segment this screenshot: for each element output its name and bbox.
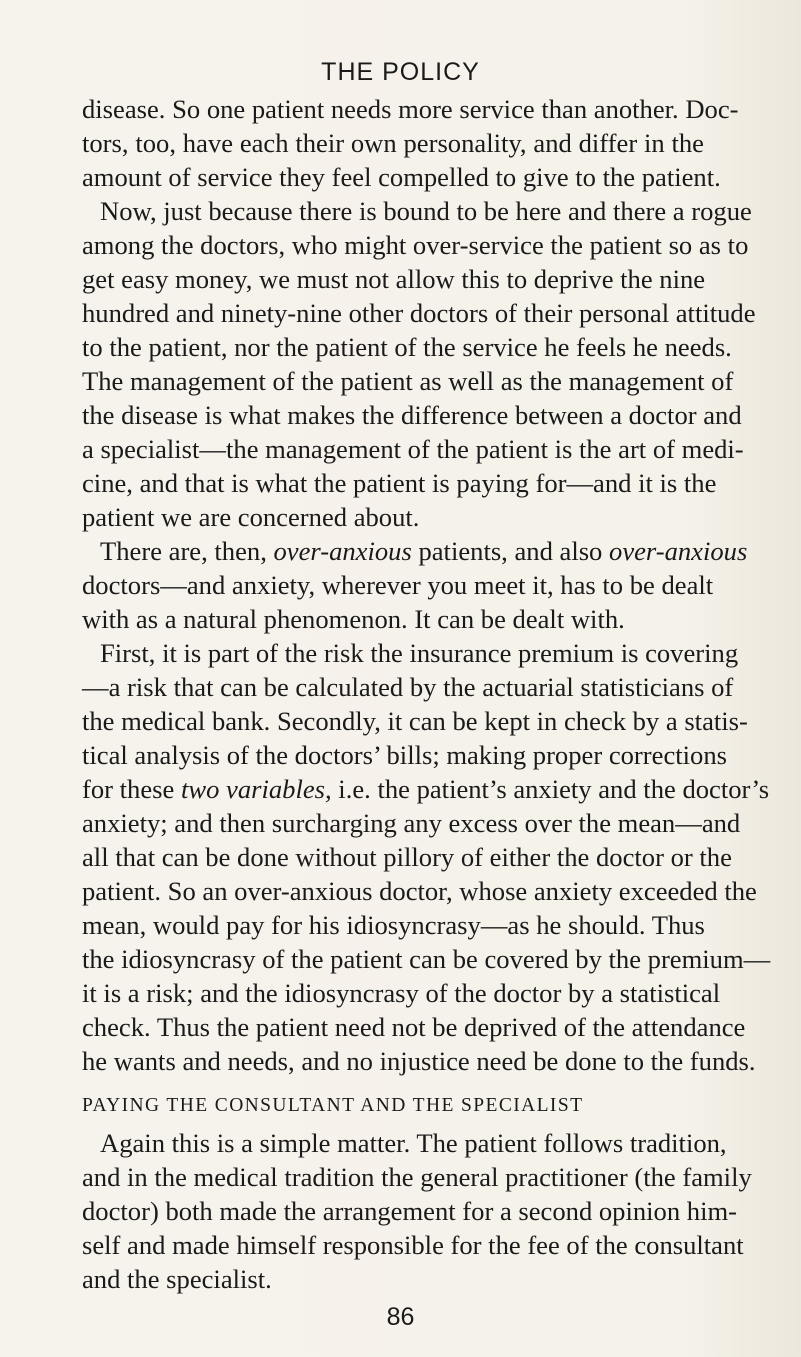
text-line: a specialist—the management of the patient is the art of medi-	[82, 434, 744, 464]
text-line: cine, and that is what the patient is paying for—and it is the	[82, 468, 717, 498]
text-span: There are, then,	[100, 536, 274, 566]
text-line: —a risk that can be calculated by the actuarial statisticians of	[82, 672, 734, 702]
text-line: mean, would pay for his idiosyncrasy—as he should. Thus	[82, 910, 705, 940]
text-line: it is a risk; and the idiosyncrasy of the doctor by a statistical	[82, 978, 721, 1008]
page-number: 86	[386, 1303, 415, 1331]
text-line: tical analysis of the doctors’ bills; making proper corrections	[82, 740, 727, 770]
text-line: among the doctors, who might over-service the patient so as to	[82, 230, 749, 260]
text-span: patients, and also	[411, 536, 610, 566]
text-line: all that can be done without pillory of either the doctor or the	[82, 842, 732, 872]
text-line: anxiety; and then surcharging any excess over the mean—and	[82, 808, 741, 838]
body-text	[82, 1126, 752, 1296]
text-line: The management of the patient as well as the management of	[82, 366, 734, 396]
body-text	[82, 92, 771, 1078]
text-line	[82, 534, 748, 568]
text-line: he wants and needs, and no injustice need be done to the funds.	[82, 1046, 756, 1076]
text-line: Now, just because there is bound to be here and there a rogue	[100, 196, 752, 226]
text-line: tors, too, have each their own personality, and differ in the	[82, 128, 704, 158]
text-line: doctor) both made the arrangement for a second opinion him-	[82, 1196, 738, 1226]
text-span: for these	[82, 774, 181, 804]
text-span: i.e. the patient’s anxiety and the doctor’s	[331, 774, 770, 804]
text-line: check. Thus the patient need not be deprived of the attendance	[82, 1012, 746, 1042]
text-line: self and made himself responsible for the fee of the consultant	[82, 1230, 744, 1260]
text-line: First, it is part of the risk the insurance premium is covering	[100, 638, 739, 668]
text-line: to the patient, nor the patient of the service he feels he needs.	[82, 332, 732, 362]
text-line: doctors—and anxiety, wherever you meet it, has to be dealt	[82, 570, 714, 600]
text-line	[82, 772, 770, 806]
text-line: patient. So an over-anxious doctor, whose anxiety exceeded the	[82, 876, 757, 906]
text-line: amount of service they feel compelled to give to the patient.	[82, 162, 721, 192]
text-line: get easy money, we must not allow this to deprive the nine	[82, 264, 706, 294]
text-line: Again this is a simple matter. The patient follows tradition,	[100, 1128, 727, 1158]
emphasis-text: over-anxious	[273, 536, 412, 566]
emphasis-text: two variables,	[180, 774, 332, 804]
text-line: hundred and ninety-nine other doctors of their personal attitude	[82, 298, 756, 328]
text-line: and the specialist.	[82, 1264, 272, 1294]
text-line: the disease is what makes the difference between a doctor and	[82, 400, 742, 430]
section-heading: PAYING THE CONSULTANT AND THE SPECIALIST	[82, 1095, 584, 1116]
text-line: patient we are concerned about.	[82, 502, 420, 532]
text-line: and in the medical tradition the general practitioner (the family	[82, 1162, 752, 1192]
running-head: THE POLICY	[321, 58, 480, 86]
text-line: disease. So one patient needs more service than another. Doc-	[82, 94, 739, 124]
text-line: with as a natural phenomenon. It can be dealt with.	[82, 604, 625, 634]
text-line: the medical bank. Secondly, it can be kept in check by a statis-	[82, 706, 748, 736]
text-line: the idiosyncrasy of the patient can be covered by the premium—	[82, 944, 771, 974]
emphasis-text: over-anxious	[609, 536, 748, 566]
